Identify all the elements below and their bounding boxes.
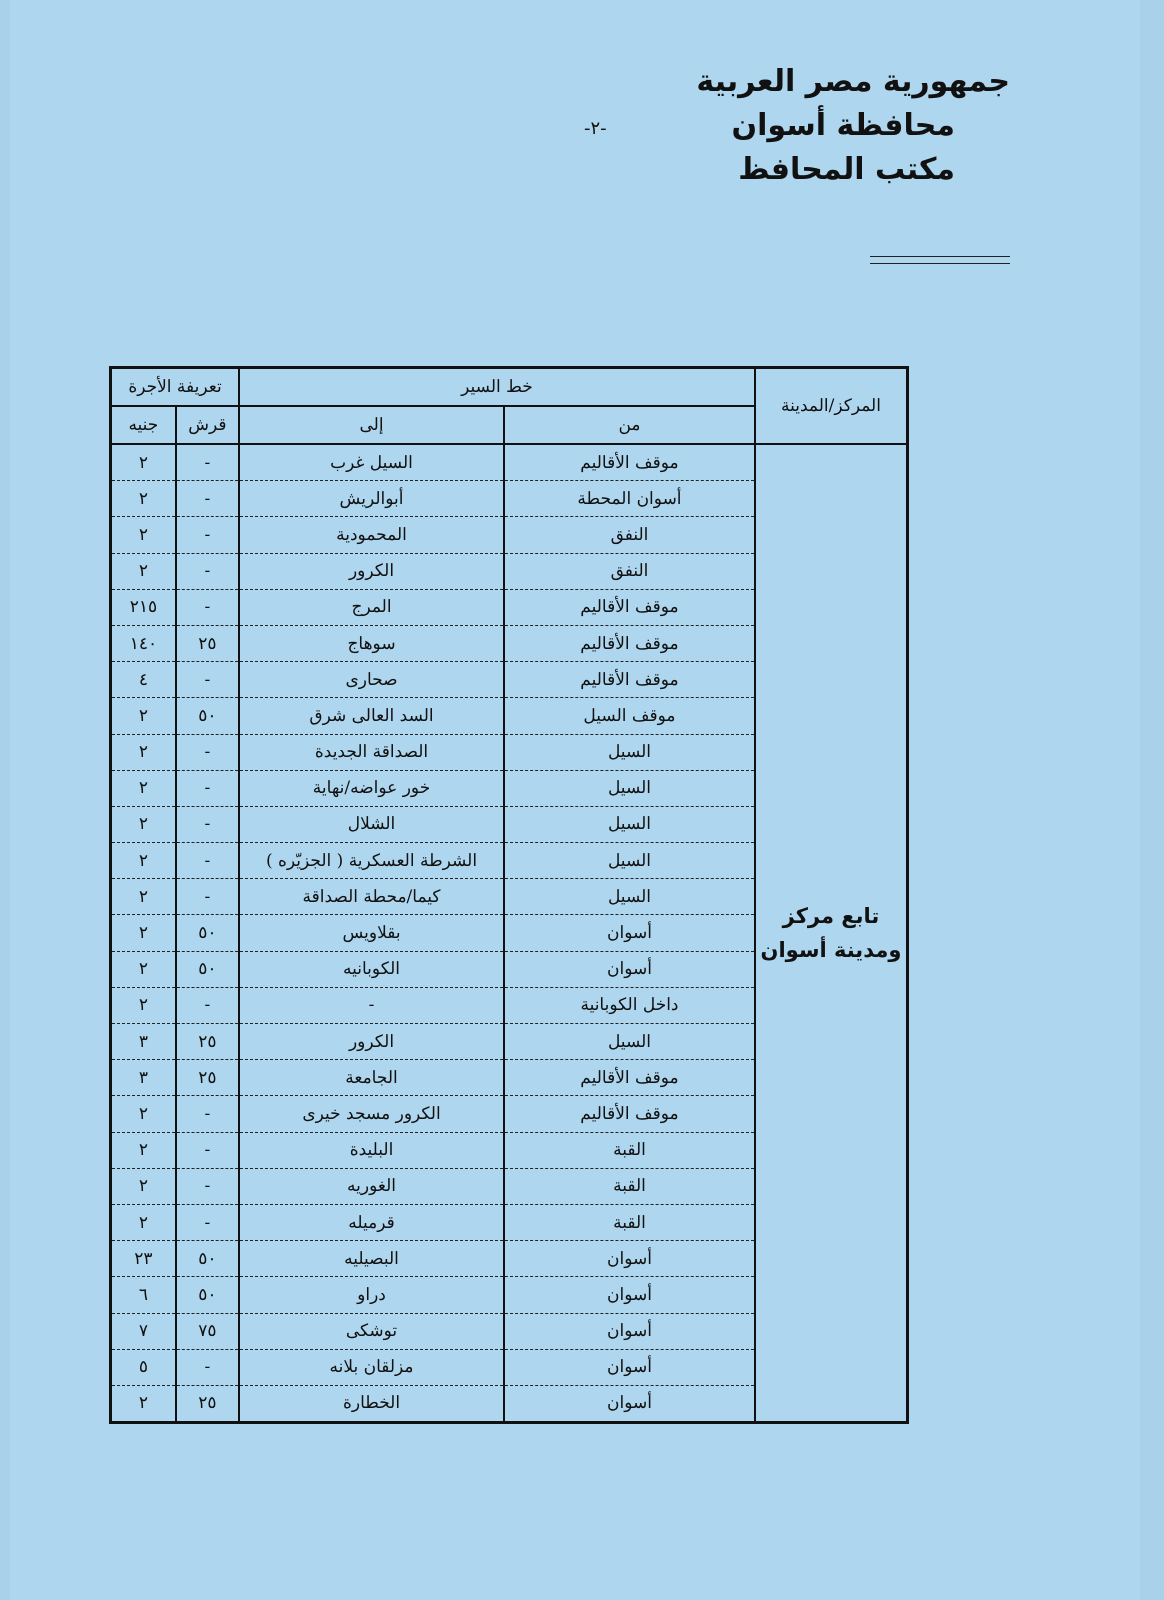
qirsh-cell: - bbox=[176, 589, 239, 625]
from-cell: أسوان bbox=[504, 1277, 755, 1313]
pound-cell: ٣ bbox=[111, 1060, 176, 1096]
to-cell: كيما/محطة الصداقة bbox=[239, 879, 504, 915]
header-to: إلى bbox=[239, 406, 504, 444]
fare-table-body bbox=[111, 444, 908, 1423]
from-cell: موقف الأقاليم bbox=[504, 1060, 755, 1096]
qirsh-cell: ٢٥ bbox=[176, 625, 239, 661]
pound-cell: ٣ bbox=[111, 1024, 176, 1060]
qirsh-cell: - bbox=[176, 843, 239, 879]
fare-table bbox=[109, 366, 909, 1424]
from-cell: النفق bbox=[504, 553, 755, 589]
to-cell: سوهاج bbox=[239, 625, 504, 661]
header-route: خط السير bbox=[239, 368, 755, 407]
to-cell: الصداقة الجديدة bbox=[239, 734, 504, 770]
pound-cell: ٦ bbox=[111, 1277, 176, 1313]
document-page bbox=[10, 0, 1140, 1600]
qirsh-cell: ٢٥ bbox=[176, 1060, 239, 1096]
qirsh-cell: - bbox=[176, 734, 239, 770]
from-cell: السيل bbox=[504, 843, 755, 879]
pound-cell: ٢ bbox=[111, 951, 176, 987]
to-cell: البليدة bbox=[239, 1132, 504, 1168]
to-cell: قرميله bbox=[239, 1204, 504, 1240]
pound-cell: ٢ bbox=[111, 553, 176, 589]
qirsh-cell: ٥٠ bbox=[176, 1277, 239, 1313]
from-cell: أسوان bbox=[504, 1385, 755, 1422]
letterhead bbox=[690, 60, 1010, 192]
from-cell: السيل bbox=[504, 1024, 755, 1060]
to-cell: أبوالريش bbox=[239, 481, 504, 517]
header-underline bbox=[870, 256, 1010, 264]
pound-cell: ٢ bbox=[111, 770, 176, 806]
from-cell: موقف الأقاليم bbox=[504, 1096, 755, 1132]
to-cell: الكرور bbox=[239, 553, 504, 589]
from-cell: داخل الكوبانية bbox=[504, 987, 755, 1023]
to-cell: - bbox=[239, 987, 504, 1023]
office-name: مكتب المحافظ bbox=[738, 152, 955, 187]
from-cell: أسوان المحطة bbox=[504, 481, 755, 517]
country-name: جمهورية مصر العربية bbox=[696, 64, 1010, 99]
from-cell: أسوان bbox=[504, 1349, 755, 1385]
from-cell: القبة bbox=[504, 1132, 755, 1168]
from-cell: موقف الأقاليم bbox=[504, 662, 755, 698]
header-pound: جنيه bbox=[111, 406, 176, 444]
from-cell: أسوان bbox=[504, 915, 755, 951]
from-cell: السيل bbox=[504, 770, 755, 806]
from-cell: موقف السيل bbox=[504, 698, 755, 734]
qirsh-cell: - bbox=[176, 1349, 239, 1385]
header-qirsh: قرش bbox=[176, 406, 239, 444]
header-fare: تعريفة الأجرة bbox=[111, 368, 240, 407]
to-cell: الكرور مسجد خيرى bbox=[239, 1096, 504, 1132]
to-cell: السد العالى شرق bbox=[239, 698, 504, 734]
page-number: -٢- bbox=[584, 118, 607, 139]
to-cell: دراو bbox=[239, 1277, 504, 1313]
pound-cell: ٧ bbox=[111, 1313, 176, 1349]
to-cell: المحمودية bbox=[239, 517, 504, 553]
from-cell: النفق bbox=[504, 517, 755, 553]
table-row bbox=[111, 444, 908, 481]
qirsh-cell: - bbox=[176, 1132, 239, 1168]
to-cell: الشرطة العسكرية ( الجزيّره ) bbox=[239, 843, 504, 879]
to-cell: الكرور bbox=[239, 1024, 504, 1060]
to-cell: السيل غرب bbox=[239, 444, 504, 481]
qirsh-cell: - bbox=[176, 517, 239, 553]
from-cell: موقف الأقاليم bbox=[504, 444, 755, 481]
from-cell: أسوان bbox=[504, 951, 755, 987]
pound-cell: ٤ bbox=[111, 662, 176, 698]
pound-cell: ٢ bbox=[111, 1132, 176, 1168]
from-cell: أسوان bbox=[504, 1313, 755, 1349]
header-region: المركز/المدينة bbox=[755, 368, 908, 445]
from-cell: القبة bbox=[504, 1204, 755, 1240]
qirsh-cell: - bbox=[176, 1204, 239, 1240]
governorate-name: محافظة أسوان bbox=[731, 108, 955, 143]
from-cell: موقف الأقاليم bbox=[504, 589, 755, 625]
qirsh-cell: ٢٥ bbox=[176, 1024, 239, 1060]
from-cell: السيل bbox=[504, 806, 755, 842]
pound-cell: ٢ bbox=[111, 444, 176, 481]
region-cell: تابع مركز ومدينة أسوان bbox=[755, 444, 908, 1423]
to-cell: البصيليه bbox=[239, 1241, 504, 1277]
qirsh-cell: ٥٠ bbox=[176, 915, 239, 951]
pound-cell: ٢ bbox=[111, 843, 176, 879]
qirsh-cell: - bbox=[176, 1096, 239, 1132]
to-cell: المرج bbox=[239, 589, 504, 625]
qirsh-cell: - bbox=[176, 444, 239, 481]
pound-cell: ٢ bbox=[111, 879, 176, 915]
pound-cell: ٢ bbox=[111, 481, 176, 517]
from-cell: أسوان bbox=[504, 1241, 755, 1277]
to-cell: بقلاويس bbox=[239, 915, 504, 951]
pound-cell: ٢١٥ bbox=[111, 589, 176, 625]
pound-cell: ٢ bbox=[111, 1385, 176, 1422]
qirsh-cell: - bbox=[176, 553, 239, 589]
pound-cell: ٢ bbox=[111, 806, 176, 842]
header-from: من bbox=[504, 406, 755, 444]
pound-cell: ٢ bbox=[111, 1204, 176, 1240]
to-cell: الغوريه bbox=[239, 1168, 504, 1204]
qirsh-cell: ٥٠ bbox=[176, 1241, 239, 1277]
qirsh-cell: - bbox=[176, 879, 239, 915]
pound-cell: ٢ bbox=[111, 1168, 176, 1204]
pound-cell: ١٤٠ bbox=[111, 625, 176, 661]
to-cell: الخطارة bbox=[239, 1385, 504, 1422]
pound-cell: ٢ bbox=[111, 517, 176, 553]
qirsh-cell: ٧٥ bbox=[176, 1313, 239, 1349]
pound-cell: ٢ bbox=[111, 915, 176, 951]
to-cell: الكوبانيه bbox=[239, 951, 504, 987]
pound-cell: ٢٣ bbox=[111, 1241, 176, 1277]
pound-cell: ٢ bbox=[111, 1096, 176, 1132]
qirsh-cell: ٥٠ bbox=[176, 951, 239, 987]
from-cell: السيل bbox=[504, 879, 755, 915]
qirsh-cell: - bbox=[176, 1168, 239, 1204]
qirsh-cell: - bbox=[176, 662, 239, 698]
pound-cell: ٢ bbox=[111, 987, 176, 1023]
qirsh-cell: ٢٥ bbox=[176, 1385, 239, 1422]
qirsh-cell: - bbox=[176, 987, 239, 1023]
to-cell: صحارى bbox=[239, 662, 504, 698]
from-cell: القبة bbox=[504, 1168, 755, 1204]
from-cell: السيل bbox=[504, 734, 755, 770]
to-cell: مزلقان بلانه bbox=[239, 1349, 504, 1385]
to-cell: توشكى bbox=[239, 1313, 504, 1349]
qirsh-cell: ٥٠ bbox=[176, 698, 239, 734]
pound-cell: ٢ bbox=[111, 734, 176, 770]
qirsh-cell: - bbox=[176, 481, 239, 517]
from-cell: موقف الأقاليم bbox=[504, 625, 755, 661]
to-cell: خور عواضه/نهاية bbox=[239, 770, 504, 806]
pound-cell: ٢ bbox=[111, 698, 176, 734]
pound-cell: ٥ bbox=[111, 1349, 176, 1385]
qirsh-cell: - bbox=[176, 806, 239, 842]
qirsh-cell: - bbox=[176, 770, 239, 806]
to-cell: الشلال bbox=[239, 806, 504, 842]
to-cell: الجامعة bbox=[239, 1060, 504, 1096]
